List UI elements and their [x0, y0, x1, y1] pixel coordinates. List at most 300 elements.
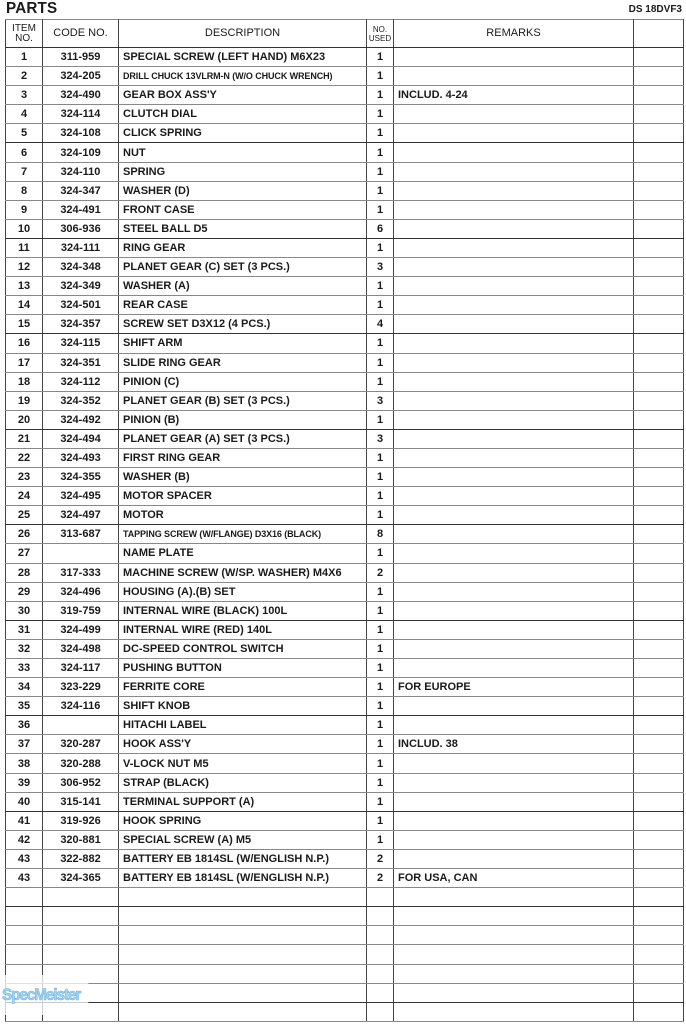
item-no-cell: 4: [6, 105, 43, 124]
code-no-cell: 324-355: [43, 468, 119, 487]
no-used-cell: 1: [367, 410, 394, 429]
code-no-cell: 324-108: [43, 124, 119, 143]
table-row: [6, 525, 684, 544]
extra-cell: [634, 296, 684, 315]
table-row: [6, 544, 684, 563]
code-no-cell: 324-114: [43, 105, 119, 124]
description-cell: SPECIAL SCREW (A) M5: [119, 830, 367, 849]
remarks-cell: [394, 410, 634, 429]
code-no-cell: 306-952: [43, 773, 119, 792]
remarks-cell: [394, 620, 634, 639]
empty-table-row: [6, 983, 684, 1002]
extra-cell: [634, 410, 684, 429]
code-no-cell: 324-349: [43, 277, 119, 296]
item-no-cell: 42: [6, 830, 43, 849]
item-no-cell: 30: [6, 601, 43, 620]
item-no-cell: 21: [6, 429, 43, 448]
description-cell: SHIFT KNOB: [119, 697, 367, 716]
table-row: [6, 48, 684, 67]
item-no-cell: 19: [6, 391, 43, 410]
extra-cell: [634, 372, 684, 391]
no-used-cell: 1: [367, 773, 394, 792]
remarks-cell: [394, 830, 634, 849]
description-cell: [119, 888, 367, 907]
item-no-cell: 22: [6, 448, 43, 467]
extra-cell: [634, 869, 684, 888]
remarks-cell: [394, 487, 634, 506]
code-no-cell: 322-882: [43, 849, 119, 868]
remarks-cell: [394, 391, 634, 410]
table-row: [6, 410, 684, 429]
no-used-cell: [367, 907, 394, 926]
table-row: [6, 181, 684, 200]
remarks-cell: [394, 372, 634, 391]
description-cell: CLICK SPRING: [119, 124, 367, 143]
description-cell: STRAP (BLACK): [119, 773, 367, 792]
no-used-cell: [367, 983, 394, 1002]
description-cell: TERMINAL SUPPORT (A): [119, 792, 367, 811]
code-no-cell: 324-352: [43, 391, 119, 410]
remarks-cell: [394, 773, 634, 792]
no-used-cell: 1: [367, 544, 394, 563]
no-used-cell: 1: [367, 639, 394, 658]
description-cell: HOOK ASS'Y: [119, 735, 367, 754]
code-no-cell: 324-490: [43, 86, 119, 105]
table-row: [6, 601, 684, 620]
no-used-cell: 1: [367, 238, 394, 257]
header-used-line2: USED: [368, 33, 392, 43]
no-used-cell: 1: [367, 830, 394, 849]
table-row: [6, 277, 684, 296]
code-no-cell: 324-112: [43, 372, 119, 391]
no-used-cell: 2: [367, 849, 394, 868]
table-row: [6, 86, 684, 105]
description-cell: WASHER (A): [119, 277, 367, 296]
extra-cell: [634, 697, 684, 716]
description-cell: [119, 1002, 367, 1021]
code-no-cell: 324-117: [43, 659, 119, 678]
description-cell: [119, 907, 367, 926]
description-cell: WASHER (B): [119, 468, 367, 487]
extra-cell: [634, 678, 684, 697]
remarks-cell: FOR EUROPE: [394, 678, 634, 697]
remarks-cell: [394, 659, 634, 678]
no-used-cell: 1: [367, 334, 394, 353]
description-cell: HITACHI LABEL: [119, 716, 367, 735]
table-row: [6, 468, 684, 487]
item-no-cell: 41: [6, 811, 43, 830]
extra-cell: [634, 334, 684, 353]
table-row: [6, 448, 684, 467]
table-row: [6, 372, 684, 391]
description-cell: REAR CASE: [119, 296, 367, 315]
description-cell: INTERNAL WIRE (RED) 140L: [119, 620, 367, 639]
description-cell: BATTERY EB 1814SL (W/ENGLISH N.P.): [119, 849, 367, 868]
remarks-cell: [394, 238, 634, 257]
description-cell: DRILL CHUCK 13VLRM-N (W/O CHUCK WRENCH): [119, 67, 367, 86]
extra-cell: [634, 506, 684, 525]
table-row: [6, 200, 684, 219]
item-no-cell: 38: [6, 754, 43, 773]
remarks-cell: [394, 143, 634, 162]
empty-table-row: [6, 888, 684, 907]
extra-cell: [634, 258, 684, 277]
remarks-cell: INCLUD. 4-24: [394, 86, 634, 105]
description-cell: BATTERY EB 1814SL (W/ENGLISH N.P.): [119, 869, 367, 888]
table-row: [6, 773, 684, 792]
description-cell: V-LOCK NUT M5: [119, 754, 367, 773]
no-used-cell: 1: [367, 697, 394, 716]
item-no-cell: 43: [6, 869, 43, 888]
code-no-cell: 324-109: [43, 143, 119, 162]
header-item-line2: NO.: [15, 32, 33, 44]
description-cell: PUSHING BUTTON: [119, 659, 367, 678]
extra-cell: [634, 830, 684, 849]
extra-cell: [634, 48, 684, 67]
header-row: [6, 20, 684, 48]
header-no-used: [367, 20, 394, 48]
item-no-cell: 2: [6, 67, 43, 86]
code-no-cell: 324-116: [43, 697, 119, 716]
remarks-cell: [394, 296, 634, 315]
no-used-cell: 1: [367, 487, 394, 506]
no-used-cell: [367, 888, 394, 907]
extra-cell: [634, 544, 684, 563]
description-cell: PLANET GEAR (C) SET (3 PCS.): [119, 258, 367, 277]
code-no-cell: 319-926: [43, 811, 119, 830]
item-no-cell: 33: [6, 659, 43, 678]
description-cell: SPECIAL SCREW (LEFT HAND) M6X23: [119, 48, 367, 67]
remarks-cell: [394, 544, 634, 563]
extra-cell: [634, 716, 684, 735]
description-cell: NAME PLATE: [119, 544, 367, 563]
extra-cell: [634, 964, 684, 983]
item-no-cell: 32: [6, 639, 43, 658]
item-no-cell: 43: [6, 849, 43, 868]
remarks-cell: [394, 964, 634, 983]
no-used-cell: 1: [367, 124, 394, 143]
empty-table-row: [6, 907, 684, 926]
no-used-cell: 1: [367, 754, 394, 773]
item-no-cell: 9: [6, 200, 43, 219]
table-row: [6, 659, 684, 678]
no-used-cell: 1: [367, 296, 394, 315]
table-row: [6, 124, 684, 143]
item-no-cell: 35: [6, 697, 43, 716]
code-no-cell: 324-111: [43, 238, 119, 257]
description-cell: HOOK SPRING: [119, 811, 367, 830]
remarks-cell: [394, 1002, 634, 1021]
no-used-cell: 1: [367, 105, 394, 124]
table-row: [6, 563, 684, 582]
item-no-cell: 14: [6, 296, 43, 315]
description-cell: CLUTCH DIAL: [119, 105, 367, 124]
item-no-cell: 26: [6, 525, 43, 544]
table-row: [6, 678, 684, 697]
description-cell: MACHINE SCREW (W/SP. WASHER) M4X6: [119, 563, 367, 582]
description-cell: FIRST RING GEAR: [119, 448, 367, 467]
item-no-cell: [6, 926, 43, 945]
description-cell: INTERNAL WIRE (BLACK) 100L: [119, 601, 367, 620]
remarks-cell: [394, 315, 634, 334]
item-no-cell: 18: [6, 372, 43, 391]
header-remarks: REMARKS: [394, 20, 634, 48]
parts-body: [6, 48, 684, 1022]
extra-cell: [634, 86, 684, 105]
extra-cell: [634, 945, 684, 964]
no-used-cell: 1: [367, 659, 394, 678]
code-no-cell: [43, 716, 119, 735]
item-no-cell: 23: [6, 468, 43, 487]
table-row: [6, 67, 684, 86]
remarks-cell: [394, 582, 634, 601]
no-used-cell: 1: [367, 200, 394, 219]
no-used-cell: 2: [367, 869, 394, 888]
extra-cell: [634, 639, 684, 658]
item-no-cell: 5: [6, 124, 43, 143]
extra-cell: [634, 792, 684, 811]
code-no-cell: [43, 544, 119, 563]
remarks-cell: [394, 907, 634, 926]
extra-cell: [634, 888, 684, 907]
no-used-cell: 3: [367, 429, 394, 448]
item-no-cell: 3: [6, 86, 43, 105]
code-no-cell: 324-497: [43, 506, 119, 525]
code-no-cell: 324-492: [43, 410, 119, 429]
code-no-cell: [43, 888, 119, 907]
description-cell: PLANET GEAR (A) SET (3 PCS.): [119, 429, 367, 448]
no-used-cell: 1: [367, 353, 394, 372]
no-used-cell: 1: [367, 468, 394, 487]
extra-cell: [634, 143, 684, 162]
remarks-cell: [394, 697, 634, 716]
table-row: [6, 735, 684, 754]
table-row: [6, 811, 684, 830]
remarks-cell: [394, 200, 634, 219]
extra-cell: [634, 124, 684, 143]
empty-table-row: [6, 964, 684, 983]
no-used-cell: 1: [367, 86, 394, 105]
no-used-cell: [367, 945, 394, 964]
description-cell: STEEL BALL D5: [119, 219, 367, 238]
table-row: [6, 849, 684, 868]
item-no-cell: 36: [6, 716, 43, 735]
description-cell: PLANET GEAR (B) SET (3 PCS.): [119, 391, 367, 410]
extra-cell: [634, 811, 684, 830]
remarks-cell: [394, 563, 634, 582]
code-no-cell: 317-333: [43, 563, 119, 582]
code-no-cell: 324-499: [43, 620, 119, 639]
remarks-cell: [394, 181, 634, 200]
remarks-cell: [394, 448, 634, 467]
header-code-no: CODE NO.: [43, 20, 119, 48]
item-no-cell: [6, 888, 43, 907]
code-no-cell: [43, 945, 119, 964]
header-item-line1: ITEM: [12, 22, 36, 34]
no-used-cell: [367, 926, 394, 945]
item-no-cell: 24: [6, 487, 43, 506]
parts-table: [5, 19, 684, 1022]
item-no-cell: [6, 907, 43, 926]
empty-table-row: [6, 1002, 684, 1021]
code-no-cell: 324-498: [43, 639, 119, 658]
table-row: [6, 754, 684, 773]
table-row: [6, 143, 684, 162]
no-used-cell: 4: [367, 315, 394, 334]
extra-cell: [634, 219, 684, 238]
extra-cell: [634, 391, 684, 410]
table-row: [6, 162, 684, 181]
table-row: [6, 105, 684, 124]
code-no-cell: 324-110: [43, 162, 119, 181]
description-cell: SHIFT ARM: [119, 334, 367, 353]
remarks-cell: [394, 754, 634, 773]
model-number: DS 18DVF3: [628, 4, 682, 15]
extra-cell: [634, 563, 684, 582]
table-row: [6, 296, 684, 315]
no-used-cell: 1: [367, 716, 394, 735]
no-used-cell: 6: [367, 219, 394, 238]
item-no-cell: 1: [6, 48, 43, 67]
no-used-cell: [367, 964, 394, 983]
code-no-cell: 320-288: [43, 754, 119, 773]
no-used-cell: [367, 1002, 394, 1021]
table-row: [6, 391, 684, 410]
extra-cell: [634, 429, 684, 448]
remarks-cell: [394, 162, 634, 181]
remarks-cell: [394, 67, 634, 86]
no-used-cell: 1: [367, 448, 394, 467]
table-row: [6, 334, 684, 353]
no-used-cell: 1: [367, 792, 394, 811]
description-cell: TAPPING SCREW (W/FLANGE) D3X16 (BLACK): [119, 525, 367, 544]
item-no-cell: 40: [6, 792, 43, 811]
code-no-cell: 324-493: [43, 448, 119, 467]
code-no-cell: 311-959: [43, 48, 119, 67]
no-used-cell: 1: [367, 372, 394, 391]
no-used-cell: 1: [367, 48, 394, 67]
extra-cell: [634, 907, 684, 926]
table-row: [6, 830, 684, 849]
empty-table-row: [6, 945, 684, 964]
code-no-cell: 324-491: [43, 200, 119, 219]
code-no-cell: 324-348: [43, 258, 119, 277]
item-no-cell: 34: [6, 678, 43, 697]
page-title: PARTS: [6, 0, 58, 17]
extra-cell: [634, 620, 684, 639]
code-no-cell: 324-347: [43, 181, 119, 200]
code-no-cell: 313-687: [43, 525, 119, 544]
no-used-cell: 1: [367, 277, 394, 296]
no-used-cell: 1: [367, 67, 394, 86]
item-no-cell: 6: [6, 143, 43, 162]
no-used-cell: 3: [367, 258, 394, 277]
item-no-cell: 11: [6, 238, 43, 257]
extra-cell: [634, 1002, 684, 1021]
item-no-cell: 39: [6, 773, 43, 792]
description-cell: MOTOR: [119, 506, 367, 525]
no-used-cell: 2: [367, 563, 394, 582]
table-row: [6, 238, 684, 257]
remarks-cell: [394, 926, 634, 945]
table-row: [6, 506, 684, 525]
extra-cell: [634, 468, 684, 487]
remarks-cell: [394, 716, 634, 735]
code-no-cell: 324-496: [43, 582, 119, 601]
header-item-no: [6, 20, 43, 48]
watermark-logo: SpecMeister: [2, 975, 88, 1015]
remarks-cell: [394, 353, 634, 372]
table-row: [6, 792, 684, 811]
empty-table-row: [6, 926, 684, 945]
code-no-cell: 323-229: [43, 678, 119, 697]
code-no-cell: 306-936: [43, 219, 119, 238]
table-row: [6, 639, 684, 658]
extra-cell: [634, 849, 684, 868]
no-used-cell: 1: [367, 678, 394, 697]
extra-cell: [634, 659, 684, 678]
description-cell: PINION (C): [119, 372, 367, 391]
no-used-cell: 1: [367, 601, 394, 620]
extra-cell: [634, 983, 684, 1002]
code-no-cell: 320-881: [43, 830, 119, 849]
code-no-cell: 324-357: [43, 315, 119, 334]
description-cell: GEAR BOX ASS'Y: [119, 86, 367, 105]
table-row: [6, 716, 684, 735]
description-cell: [119, 983, 367, 1002]
item-no-cell: 20: [6, 410, 43, 429]
remarks-cell: [394, 983, 634, 1002]
no-used-cell: 1: [367, 143, 394, 162]
item-no-cell: 10: [6, 219, 43, 238]
extra-cell: [634, 754, 684, 773]
no-used-cell: 8: [367, 525, 394, 544]
table-row: [6, 487, 684, 506]
header-used-line1: NO.: [372, 24, 388, 34]
code-no-cell: [43, 926, 119, 945]
item-no-cell: 16: [6, 334, 43, 353]
item-no-cell: 15: [6, 315, 43, 334]
header-extra: [634, 20, 684, 48]
code-no-cell: 324-365: [43, 869, 119, 888]
table-row: [6, 697, 684, 716]
code-no-cell: 324-115: [43, 334, 119, 353]
description-cell: [119, 926, 367, 945]
item-no-cell: 8: [6, 181, 43, 200]
description-cell: RING GEAR: [119, 238, 367, 257]
description-cell: SCREW SET D3X12 (4 PCS.): [119, 315, 367, 334]
description-cell: [119, 945, 367, 964]
item-no-cell: 37: [6, 735, 43, 754]
description-cell: PINION (B): [119, 410, 367, 429]
description-cell: MOTOR SPACER: [119, 487, 367, 506]
no-used-cell: 1: [367, 506, 394, 525]
header-description: DESCRIPTION: [119, 20, 367, 48]
item-no-cell: 27: [6, 544, 43, 563]
no-used-cell: 1: [367, 735, 394, 754]
code-no-cell: 324-501: [43, 296, 119, 315]
table-row: [6, 353, 684, 372]
remarks-cell: [394, 48, 634, 67]
extra-cell: [634, 200, 684, 219]
extra-cell: [634, 735, 684, 754]
extra-cell: [634, 353, 684, 372]
description-cell: SLIDE RING GEAR: [119, 353, 367, 372]
item-no-cell: 17: [6, 353, 43, 372]
remarks-cell: [394, 639, 634, 658]
extra-cell: [634, 773, 684, 792]
description-cell: SPRING: [119, 162, 367, 181]
